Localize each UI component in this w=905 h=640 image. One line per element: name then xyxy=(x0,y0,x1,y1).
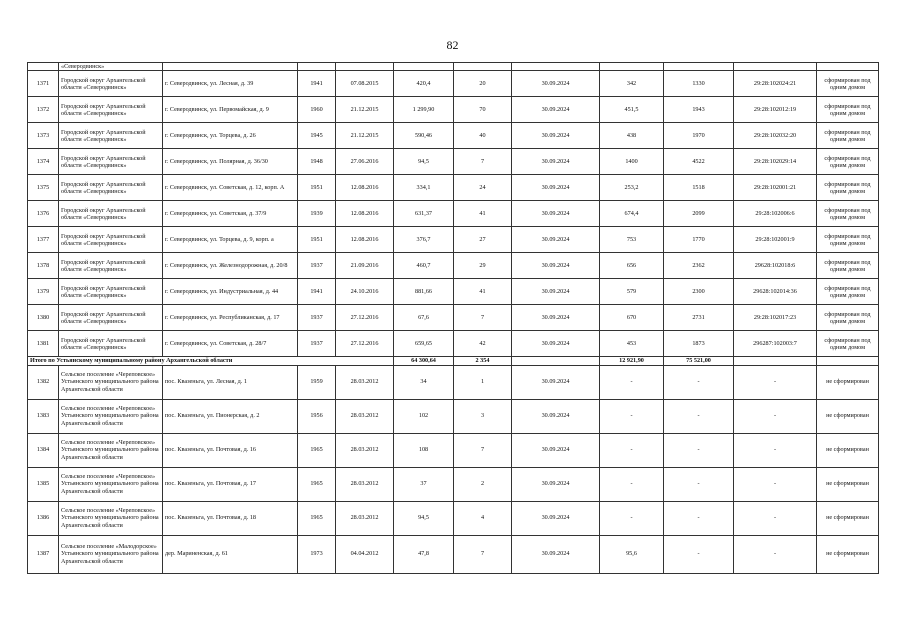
cell-count: 7 xyxy=(454,149,512,175)
cell-cadastral-number: 29:28:102024:21 xyxy=(734,71,817,97)
cell-municipality: Городской округ Архангельской области «Северодвинск» xyxy=(59,71,163,97)
cell-year: 1941 xyxy=(298,71,336,97)
cell-count: 7 xyxy=(454,305,512,331)
cell-year: 1937 xyxy=(298,331,336,357)
cell-status: сформирован под одним домом xyxy=(817,175,879,201)
cell-area-value: 95,6 xyxy=(600,535,664,573)
cell-status: не сформирован xyxy=(817,433,879,467)
table-row xyxy=(28,467,879,501)
cell-municipality: Городской округ Архангельской области «Северодвинск» xyxy=(59,331,163,357)
cell-plan-date: 30.09.2024 xyxy=(512,201,600,227)
cell-municipality: «Северодвинск» xyxy=(59,63,163,71)
cell-area-value: 453 xyxy=(600,331,664,357)
cell-status: сформирован под одним домом xyxy=(817,253,879,279)
cell-number: 1371 xyxy=(28,71,59,97)
cell-area: 102 xyxy=(394,399,454,433)
cell-count: 24 xyxy=(454,175,512,201)
total-count: 2 354 xyxy=(454,357,512,365)
cell-number: 1374 xyxy=(28,149,59,175)
cell-date: 27.06.2016 xyxy=(336,149,394,175)
cell-number: 1383 xyxy=(28,399,59,433)
cell-year: 1937 xyxy=(298,253,336,279)
table-row xyxy=(28,175,879,201)
cell-address: г. Северодвинск, ул. Индустриальная, д. 44 xyxy=(163,279,298,305)
cell-land-area: 4522 xyxy=(664,149,734,175)
cell-status: не сформирован xyxy=(817,535,879,573)
cell-land-area: 1943 xyxy=(664,97,734,123)
cell-count: 29 xyxy=(454,253,512,279)
cell-number: 1376 xyxy=(28,201,59,227)
table-row xyxy=(28,97,879,123)
cell-status: сформирован под одним домом xyxy=(817,123,879,149)
cell-cadastral-number: 29:28:102001:9 xyxy=(734,227,817,253)
cell-status: сформирован под одним домом xyxy=(817,149,879,175)
cell-year: 1960 xyxy=(298,97,336,123)
cell-land-area: - xyxy=(664,535,734,573)
cell-plan-date: 30.09.2024 xyxy=(512,399,600,433)
cell-year: 1951 xyxy=(298,227,336,253)
cell-address: г. Северодвинск, ул. Полярная, д. 36/30 xyxy=(163,149,298,175)
cell-date: 28.03.2012 xyxy=(336,467,394,501)
cell-area-value: - xyxy=(600,433,664,467)
cell-status: сформирован под одним домом xyxy=(817,201,879,227)
cell-year: 1937 xyxy=(298,305,336,331)
table-row xyxy=(28,227,879,253)
cell-cadastral-number: - xyxy=(734,433,817,467)
cell-plan-date: 30.09.2024 xyxy=(512,175,600,201)
cell-area-value: - xyxy=(600,501,664,535)
table-row xyxy=(28,201,879,227)
total-land-area: 75 521,00 xyxy=(664,357,734,365)
cell-year: 1941 xyxy=(298,279,336,305)
cell-status: сформирован под одним домом xyxy=(817,97,879,123)
cell-plan-date: 30.09.2024 xyxy=(512,123,600,149)
cell-empty xyxy=(817,357,879,365)
cell-number: 1373 xyxy=(28,123,59,149)
table-row xyxy=(28,71,879,97)
cell-land-area: 2362 xyxy=(664,253,734,279)
cell-year: 1965 xyxy=(298,433,336,467)
cell-number: 1377 xyxy=(28,227,59,253)
cell-address: г. Северодвинск, ул. Советская, д. 37/9 xyxy=(163,201,298,227)
cell-land-area: 2300 xyxy=(664,279,734,305)
cell-date: 28.03.2012 xyxy=(336,501,394,535)
cell-plan-date: 30.09.2024 xyxy=(512,467,600,501)
cell-address: г. Северодвинск, ул. Торцева, д. 9, корп. а xyxy=(163,227,298,253)
cell-area-value: 670 xyxy=(600,305,664,331)
cell-land-area: - xyxy=(664,501,734,535)
cell-address: г. Северодвинск, ул. Советская, д. 12, корп. А xyxy=(163,175,298,201)
cell-municipality: Сельское поселение «Череповское» Устьянского муниципального района Архангельской области xyxy=(59,501,163,535)
cell-municipality: Городской округ Архангельской области «Северодвинск» xyxy=(59,149,163,175)
cell-municipality: Городской округ Архангельской области «Северодвинск» xyxy=(59,201,163,227)
cell-number: 1386 xyxy=(28,501,59,535)
cell-land-area: - xyxy=(664,399,734,433)
cell-cadastral-number: 29:28:102012:19 xyxy=(734,97,817,123)
cell-year: 1945 xyxy=(298,123,336,149)
cell-count: 27 xyxy=(454,227,512,253)
cell-count: 7 xyxy=(454,535,512,573)
cell-area-value: 1400 xyxy=(600,149,664,175)
cell-count: 3 xyxy=(454,399,512,433)
cell-area: 460,7 xyxy=(394,253,454,279)
cell-area: 94,5 xyxy=(394,501,454,535)
cell-year: 1939 xyxy=(298,201,336,227)
cell-plan-date: 30.09.2024 xyxy=(512,305,600,331)
cell-number: 1382 xyxy=(28,365,59,399)
cell-cadastral-number: 29:28:102029:14 xyxy=(734,149,817,175)
cell-empty xyxy=(28,63,59,71)
cell-date: 04.04.2012 xyxy=(336,535,394,573)
cell-number: 1381 xyxy=(28,331,59,357)
cell-empty xyxy=(512,357,600,365)
cell-area: 420,4 xyxy=(394,71,454,97)
cell-plan-date: 30.09.2024 xyxy=(512,501,600,535)
cell-plan-date: 30.09.2024 xyxy=(512,227,600,253)
cell-date: 12.08.2016 xyxy=(336,175,394,201)
cell-area-value: 579 xyxy=(600,279,664,305)
cell-status: сформирован под одним домом xyxy=(817,305,879,331)
cell-land-area: 1330 xyxy=(664,71,734,97)
cell-area: 590,46 xyxy=(394,123,454,149)
cell-address: г. Северодвинск, ул. Республиканская, д. 17 xyxy=(163,305,298,331)
cell-address: г. Северодвинск, ул. Первомайская, д. 9 xyxy=(163,97,298,123)
cell-area: 631,37 xyxy=(394,201,454,227)
cell-area: 881,66 xyxy=(394,279,454,305)
cell-municipality: Городской округ Архангельской области «Северодвинск» xyxy=(59,123,163,149)
cell-land-area: 2099 xyxy=(664,201,734,227)
cell-cadastral-number: 29628:102014:36 xyxy=(734,279,817,305)
cell-area: 376,7 xyxy=(394,227,454,253)
total-area-value: 12 921,90 xyxy=(600,357,664,365)
cell-cadastral-number: 29:28:102006:6 xyxy=(734,201,817,227)
cell-number: 1385 xyxy=(28,467,59,501)
cell-area: 1 299,90 xyxy=(394,97,454,123)
cell-status: не сформирован xyxy=(817,501,879,535)
cell-count: 41 xyxy=(454,201,512,227)
table-row xyxy=(28,399,879,433)
cell-cadastral-number: - xyxy=(734,365,817,399)
cell-address: пос. Квазеньга, ул. Почтовая, д. 17 xyxy=(163,467,298,501)
cell-plan-date: 30.09.2024 xyxy=(512,71,600,97)
table-body xyxy=(28,63,879,574)
cell-cadastral-number: 296287:102003:7 xyxy=(734,331,817,357)
cell-municipality: Городской округ Архангельской области «Северодвинск» xyxy=(59,227,163,253)
cell-plan-date: 30.09.2024 xyxy=(512,433,600,467)
page-number: 82 xyxy=(446,38,459,52)
cell-address: пос. Квазеньга, ул. Пионерская, д. 2 xyxy=(163,399,298,433)
cell-municipality: Городской округ Архангельской области «Северодвинск» xyxy=(59,253,163,279)
cell-area: 47,8 xyxy=(394,535,454,573)
cell-land-area: 2731 xyxy=(664,305,734,331)
cell-date: 27.12.2016 xyxy=(336,331,394,357)
cell-area-value: 753 xyxy=(600,227,664,253)
cell-land-area: - xyxy=(664,365,734,399)
table-row xyxy=(28,149,879,175)
table-row xyxy=(28,501,879,535)
cell-status: сформирован под одним домом xyxy=(817,279,879,305)
cell-municipality: Городской округ Архангельской области «Северодвинск» xyxy=(59,97,163,123)
cell-address: г. Северодвинск, ул. Советская, д. 28/7 xyxy=(163,331,298,357)
housing-register-table xyxy=(27,62,879,574)
cell-count: 41 xyxy=(454,279,512,305)
cell-municipality: Сельское поселение «Череповское» Устьянского муниципального района Архангельской области xyxy=(59,433,163,467)
cell-count: 7 xyxy=(454,433,512,467)
cell-address: пос. Квазеньга, ул. Лесная, д. 1 xyxy=(163,365,298,399)
cell-address: г. Северодвинск, ул. Лесная, д. 39 xyxy=(163,71,298,97)
cell-plan-date: 30.09.2024 xyxy=(512,97,600,123)
cell-land-area: 1873 xyxy=(664,331,734,357)
cell-area-value: - xyxy=(600,365,664,399)
cell-date: 28.03.2012 xyxy=(336,365,394,399)
cell-date: 24.10.2016 xyxy=(336,279,394,305)
cell-date: 21.12.2015 xyxy=(336,97,394,123)
cell-plan-date: 30.09.2024 xyxy=(512,149,600,175)
table-row xyxy=(28,305,879,331)
cell-date: 12.08.2016 xyxy=(336,227,394,253)
cell-municipality: Городской округ Архангельской области «Северодвинск» xyxy=(59,175,163,201)
table-row xyxy=(28,331,879,357)
cell-land-area: - xyxy=(664,467,734,501)
cell-area-value: 342 xyxy=(600,71,664,97)
cell-count: 2 xyxy=(454,467,512,501)
cell-area-value: 253,2 xyxy=(600,175,664,201)
cell-municipality: Городской округ Архангельской области «Северодвинск» xyxy=(59,279,163,305)
cell-address: пос. Квазеньга, ул. Почтовая, д. 16 xyxy=(163,433,298,467)
cell-year: 1951 xyxy=(298,175,336,201)
table-row xyxy=(28,433,879,467)
cell-status: не сформирован xyxy=(817,467,879,501)
cell-area-value: - xyxy=(600,467,664,501)
table-row xyxy=(28,279,879,305)
total-label: Итого по Устьянскому муниципальному району Архангельской области xyxy=(28,357,394,365)
cell-number: 1387 xyxy=(28,535,59,573)
table-row xyxy=(28,365,879,399)
cell-year: 1948 xyxy=(298,149,336,175)
cell-date: 21.12.2015 xyxy=(336,123,394,149)
table-row xyxy=(28,123,879,149)
cell-date: 28.03.2012 xyxy=(336,399,394,433)
cell-area-value: 674,4 xyxy=(600,201,664,227)
cell-date: 21.09.2016 xyxy=(336,253,394,279)
total-row xyxy=(28,357,879,365)
cell-area: 67,6 xyxy=(394,305,454,331)
cell-address: г. Северодвинск, ул. Торцева, д. 26 xyxy=(163,123,298,149)
cell-count: 40 xyxy=(454,123,512,149)
cell-area-value: 438 xyxy=(600,123,664,149)
cell-count: 20 xyxy=(454,71,512,97)
cell-year: 1956 xyxy=(298,399,336,433)
table-row xyxy=(28,535,879,573)
continuation-row xyxy=(28,63,879,71)
cell-plan-date: 30.09.2024 xyxy=(512,365,600,399)
cell-status: сформирован под одним домом xyxy=(817,331,879,357)
cell-count: 70 xyxy=(454,97,512,123)
cell-date: 28.03.2012 xyxy=(336,433,394,467)
cell-address: пос. Квазеньга, ул. Почтовая, д. 18 xyxy=(163,501,298,535)
table-row xyxy=(28,253,879,279)
cell-number: 1378 xyxy=(28,253,59,279)
cell-empty xyxy=(734,357,817,365)
cell-cadastral-number: - xyxy=(734,467,817,501)
cell-land-area: 1518 xyxy=(664,175,734,201)
cell-municipality: Сельское поселение «Череповское» Устьянского муниципального района Архангельской области xyxy=(59,399,163,433)
cell-status: сформирован под одним домом xyxy=(817,71,879,97)
cell-land-area: - xyxy=(664,433,734,467)
cell-cadastral-number: 29:28:102032:20 xyxy=(734,123,817,149)
cell-area-value: 656 xyxy=(600,253,664,279)
cell-municipality: Сельское поселение «Малодорское» Устьянского муниципального района Архангельской области xyxy=(59,535,163,573)
cell-area-value: - xyxy=(600,399,664,433)
total-area: 64 300,64 xyxy=(394,357,454,365)
cell-number: 1380 xyxy=(28,305,59,331)
cell-date: 27.12.2016 xyxy=(336,305,394,331)
cell-cadastral-number: - xyxy=(734,535,817,573)
cell-area: 37 xyxy=(394,467,454,501)
cell-number: 1372 xyxy=(28,97,59,123)
cell-area: 108 xyxy=(394,433,454,467)
cell-year: 1965 xyxy=(298,501,336,535)
cell-status: не сформирован xyxy=(817,399,879,433)
cell-area: 659,65 xyxy=(394,331,454,357)
cell-plan-date: 30.09.2024 xyxy=(512,253,600,279)
cell-municipality: Городской округ Архангельской области «Северодвинск» xyxy=(59,305,163,331)
cell-area-value: 451,5 xyxy=(600,97,664,123)
cell-year: 1965 xyxy=(298,467,336,501)
cell-land-area: 1770 xyxy=(664,227,734,253)
cell-date: 12.08.2016 xyxy=(336,201,394,227)
cell-status: сформирован под одним домом xyxy=(817,227,879,253)
cell-year: 1959 xyxy=(298,365,336,399)
cell-status: не сформирован xyxy=(817,365,879,399)
cell-cadastral-number: - xyxy=(734,399,817,433)
cell-municipality: Сельское поселение «Череповское» Устьянского муниципального района Архангельской области xyxy=(59,467,163,501)
cell-cadastral-number: 29:28:102001:21 xyxy=(734,175,817,201)
cell-cadastral-number: - xyxy=(734,501,817,535)
cell-number: 1384 xyxy=(28,433,59,467)
cell-plan-date: 30.09.2024 xyxy=(512,331,600,357)
cell-municipality: Сельское поселение «Череповское» Устьянского муниципального района Архангельской области xyxy=(59,365,163,399)
cell-year: 1973 xyxy=(298,535,336,573)
cell-plan-date: 30.09.2024 xyxy=(512,535,600,573)
cell-count: 1 xyxy=(454,365,512,399)
cell-land-area: 1970 xyxy=(664,123,734,149)
cell-cadastral-number: 29628:102018:6 xyxy=(734,253,817,279)
cell-address: дер. Мариненская, д. 61 xyxy=(163,535,298,573)
cell-date: 07.08.2015 xyxy=(336,71,394,97)
cell-count: 42 xyxy=(454,331,512,357)
cell-number: 1375 xyxy=(28,175,59,201)
cell-area: 94,5 xyxy=(394,149,454,175)
cell-number: 1379 xyxy=(28,279,59,305)
cell-area: 334,1 xyxy=(394,175,454,201)
cell-area: 34 xyxy=(394,365,454,399)
cell-address: г. Северодвинск, ул. Железнодорожная, д. 20/8 xyxy=(163,253,298,279)
cell-plan-date: 30.09.2024 xyxy=(512,279,600,305)
cell-count: 4 xyxy=(454,501,512,535)
cell-cadastral-number: 29:28:102017:23 xyxy=(734,305,817,331)
